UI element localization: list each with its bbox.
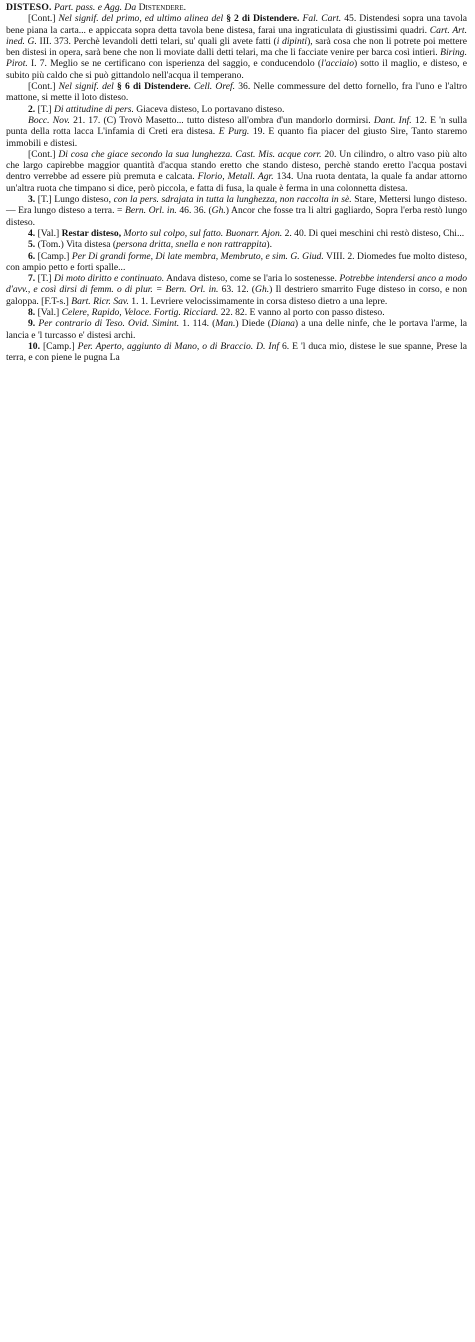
italic-segment: Cart. Art. ined. G. [6,24,467,47]
italic-segment: Di moto diritto e continuato. [54,273,165,285]
italic-segment: Bocc. Nov. [28,114,70,126]
bold-segment: 2. [28,103,36,115]
italic-segment: Florio, Metall. Agr. [197,171,274,183]
italic-segment: l'acciaio [321,58,355,70]
italic-segment: Di attitudine di pers. [53,103,134,115]
text-segment: (Tom.) Vita distesa ( [35,239,117,251]
entry-paragraph [6,273,467,307]
text-segment: . [183,2,187,13]
entry-heading [6,2,467,13]
italic-segment: E Purg. [218,126,250,138]
text-segment: [Val.] [35,307,62,319]
text-segment: Andava disteso, come se l'aria lo sostenesse. [164,273,340,285]
text-segment: 1. 1. Levriere velocissimamente in corsa disteso dietro a una lepre. [128,295,388,307]
text-segment: [T.] Lungo disteso, [35,194,114,206]
bold-segment: 10. [28,340,40,352]
italic-segment: Fal. Cart. [302,13,342,25]
text-segment: III. 373. Perchè levandoli detti telari, su' quali gli avete fatti ( [36,35,277,47]
text-segment: 12. E 'n sulla punta della rotta lacca L'infamia di Creti era distesa. [6,114,467,138]
text-segment: 2. 40. Di quei meschini chi restò disteso, Chi... [282,227,465,239]
entry-paragraph [6,104,467,115]
entry-paragraph [6,115,467,149]
smallcaps-segment: Distendere [138,2,184,13]
entry-paragraph [6,228,467,239]
italic-segment: Per. Aperto, aggiunto di Mano, o di Braccio. D. Inf [77,340,280,352]
bold-segment: 8. [28,307,36,319]
text-segment: ), sarà cosa che non li potrete poi mettere ben distesi in opera, sarà bene che non li moviate dalli detti telari, ma che li facciate venire per barca così intieri. [6,35,467,59]
text-segment: 6. E 'l duca mio, distese le sue spanne, Prese la terra, e con piene le pugna La [6,340,467,364]
bold-segment: 3. [28,194,36,206]
text-segment: ) sotto il maglio, e disteso, e subito più caldo che si può gittandolo nell'acqua il temperano. [6,58,468,81]
text-segment: 134. Una ruota dentata, la quale fa andar attorno un'altra ruota che timpano si dice, però piccola, e fatta di fusa, la quale è ferma in una colonnetta distesa. [6,171,467,194]
text-segment: 19. E quanto fia piacer del giusto Sire, Tanto staremo immobili e distesi. [6,126,467,149]
text-segment: Giaceva disteso, Lo portavano disteso. [133,103,285,115]
text-segment: VIII. 2. Diomedes fue molto disteso, con ampio petto e forti spalle... [6,250,467,273]
bold-segment: § 6 di Distendere. [116,81,191,93]
italic-segment: Nel signif. del primo, ed ultimo alinea del [58,13,227,25]
italic-segment: Potrebbe intendersi anco a modo d'avv., e così dirsi di femm. o di plur. = Bern. Orl. in. [6,273,468,296]
italic-segment: Morto sul colpo, sul fatto. Buonarr. Ajon. [123,227,283,239]
italic-segment: Per contrario di Teso. Ovid. Simint. [38,318,180,330]
italic-segment: Celere, Rapido, Veloce. Fortig. Ricciard. [61,307,219,319]
italic-segment: i dipinti [276,35,308,47]
text-segment: [Cont.] [28,13,59,25]
entry-paragraph [6,149,467,194]
italic-segment: persona dritta, snella e non rattrappita [116,239,267,251]
italic-segment: Biring. Pirot. [6,47,467,70]
bold-segment: 6. [28,250,36,262]
text-segment: 63. 12. ( [218,284,256,296]
italic-segment: Bart. Ricr. Sav. [71,295,129,307]
text-segment: 20. Un cilindro, o altro vaso più alto che largo capirebbe maggior quantità d'acqua stando eretto che stando disteso, perchè stando eretto l'acqua postavi dentro verrebbe ad essere più premuta e calcata. [6,148,467,183]
text-segment: [Cont.] [28,148,59,160]
text-segment: 36. Nelle commessure del detto fornello, fra l'uno e l'altro mattone, si mette il loto disteso. [6,81,467,104]
text-segment: ). [266,239,273,251]
text-segment: 45. Distendesi sopra una tavola bene piana la carta... e appiccata sopra detta tavola bene distesa, farai una ingraticulata di giustissimi quadri. [6,13,468,36]
entry-paragraph [6,239,467,250]
bold-segment: 7. [28,273,36,285]
entry-paragraph [6,251,467,274]
italic-segment: Bern. Orl. in. [125,205,177,217]
italic-segment: Dant. Inf. [373,114,412,126]
italic-segment: Man. [215,318,236,330]
text-segment: [Val.] [35,227,62,239]
italic-segment: Per Di grandi forme, Di late membra, Membruto, e sim. G. Giud. [71,250,324,262]
entry-paragraph [6,318,467,341]
headword: DISTESO. [6,2,52,13]
entry-paragraph [6,13,467,81]
text-segment: [Camp.] [35,250,72,262]
italic-segment: Gh. [255,284,270,296]
bold-segment: Restar disteso, [61,227,122,239]
entry-paragraph [6,81,467,104]
bold-segment: 9. [28,318,36,330]
text-segment: Stare, Mettersi lungo disteso. — Era lungo disteso a terra. = [6,194,467,217]
text-segment: 21. 17. (C) Trovò Masetto... tutto disteso all'ombra d'un mandorlo dormirsi. [69,114,374,126]
text-segment: ) a una delle ninfe, che le portava l'arme, la lancia e 'l turcasso e' distesi archi. [6,318,468,341]
bold-segment: 5. [28,239,36,251]
text-segment: ) Il destriero smarrito Fuge disteso in corso, e non galoppa. [F.T-s.] [6,284,468,307]
text-segment: 22. 82. E vanno al porto con passo disteso. [218,307,385,319]
text-segment: 46. 36. ( [176,205,212,217]
entry-paragraph [6,194,467,228]
entry-paragraph [6,341,467,364]
text-segment: [Camp.] [40,340,78,352]
italic-segment: Part. pass. e Agg. Da [51,2,139,13]
text-segment: [Cont.] [28,81,59,93]
bold-segment: § 2 di Distendere. [226,13,300,25]
italic-segment: Di cosa che giace secondo la sua lunghezza. Cast. Mis. acque corr. [58,148,322,160]
text-segment: ) Ancor che fosse tra li altri gagliardo, Sopra l'erba restò lungo disteso. [6,205,468,228]
italic-segment: Gh. [211,205,226,217]
italic-segment: Diana [270,318,295,330]
entry-paragraph [6,307,467,318]
text-segment: I. 7. Meglio se ne certificano con isperienza del saggio, e conducendolo ( [27,58,322,70]
italic-segment: Nel signif. del [58,81,117,93]
italic-segment: Cell. Oref. [193,81,236,93]
text-segment: 1. 114. ( [179,318,216,330]
text-segment: ) Diede ( [235,318,271,330]
text-segment: [T.] [35,103,54,115]
italic-segment: con la pers. sdrajata in tutta la lunghezza, non raccolta in sè. [113,194,352,206]
text-segment: [T.] [35,273,54,285]
bold-segment: 4. [28,227,36,239]
